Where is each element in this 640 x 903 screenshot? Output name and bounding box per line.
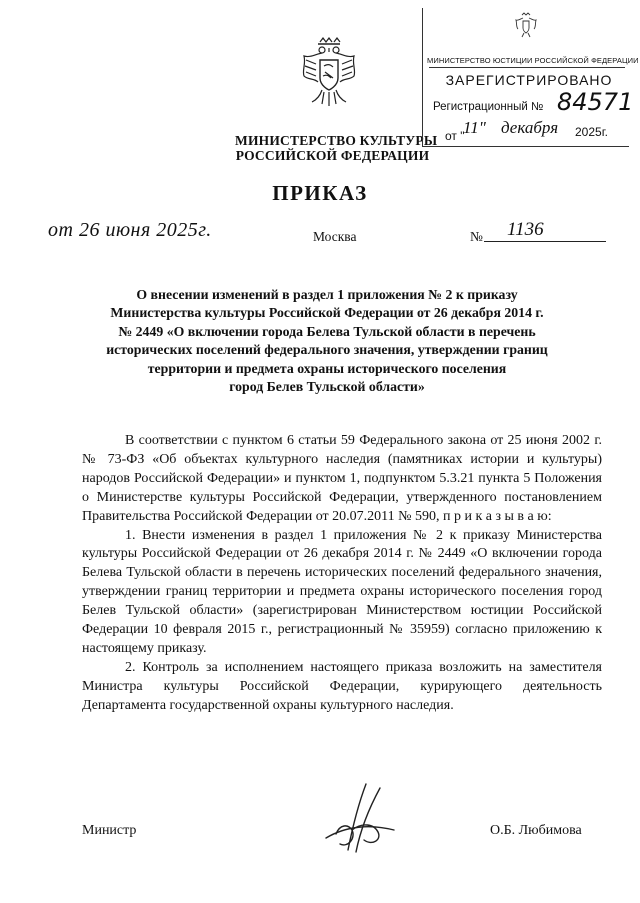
stamp-date-month: декабря [501, 118, 559, 137]
stamp-date-prefix: от " [445, 129, 465, 143]
order-number-underline [484, 241, 606, 242]
subject-line: Министерства культуры Российской Федерации от 26 декабря 2014 г. [110, 305, 544, 321]
registration-stamp [422, 8, 639, 147]
order-number: 1136 [507, 219, 544, 240]
stamp-date-year: 2025г. [575, 125, 608, 139]
order-subject [92, 286, 562, 396]
order-number-label: № [470, 229, 483, 244]
signatory-name: О.Б. Любимова [490, 823, 582, 838]
stamp-reg-number: 84571 [557, 88, 634, 116]
subject-line: № 2449 «О включении города Белева Тульской области в перечень [118, 323, 536, 339]
order-city: Москва [313, 229, 357, 244]
handwritten-signature [318, 780, 398, 860]
signatory-role: Министр [82, 823, 137, 838]
stamp-divider [429, 67, 625, 68]
body-item-2: 2. Контроль за исполнением настоящего приказа возложить на заместителя Министра культуры Российской Федерации, курирующего деятельность Департамента государственной охраны культурного наследия. [82, 659, 602, 713]
stamp-emblem-icon [515, 12, 537, 38]
body-item-1: 1. Внести изменения в раздел 1 приложения № 2 к приказу Министерства культуры Российской Федерации от 26 декабря 2014 г. № 2449 «О включении города Белева Тульской области в перечень исторических поселений федерального значения, утверждении границ территории и предмета охраны исторического поселения город Белев Тульской области» (зарегистрирован Министерством юстиции Российской Федерации 10 февраля 2015 г., регистрационный № 35959) согласно приложению к настоящему приказу. [82, 527, 602, 656]
stamp-registered-label: ЗАРЕГИСТРИРОВАНО [445, 72, 613, 88]
order-date: от 26 июня 2025г. [48, 219, 212, 241]
subject-line: территории и предмета охраны исторического поселения [147, 360, 507, 376]
subject-line: исторических поселений федерального значения, утверждении границ [106, 342, 548, 358]
stamp-ministry-justice: МИНИСТЕРСТВО ЮСТИЦИИ РОССИЙСКОЙ ФЕДЕРАЦИИ [427, 56, 639, 65]
coat-of-arms-emblem [298, 36, 360, 112]
document-title: ПРИКАЗ [272, 181, 368, 205]
body-preamble: В соответствии с пунктом 6 статьи 59 Федерального закона от 25 июня 2002 г. № 73-ФЗ «Об объектах культурного наследия (памятниках истории и культуры) народов Российской Федерации» и пунктом 1, подпунктом 5.3.21 пункта 5 Положения о Министерстве культуры Российской Федерации, утвержденного постановлением Правительства Российской Федерации от 20.07.2011 № 590, п р и к а з ы в а ю: [82, 433, 602, 524]
ministry-name-line1: МИНИСТЕРСТВО КУЛЬТУРЫ [235, 133, 438, 148]
order-body [82, 432, 602, 716]
stamp-reg-number-label: Регистрационный № [433, 101, 544, 113]
stamp-date-day: 11" [463, 118, 486, 137]
subject-line: город Белев Тульской области» [229, 379, 425, 395]
ministry-name [235, 133, 438, 163]
subject-line: О внесении изменений в раздел 1 приложения № 2 к приказу [136, 287, 518, 302]
ministry-name-line2: РОССИЙСКОЙ ФЕДЕРАЦИИ [235, 148, 430, 163]
